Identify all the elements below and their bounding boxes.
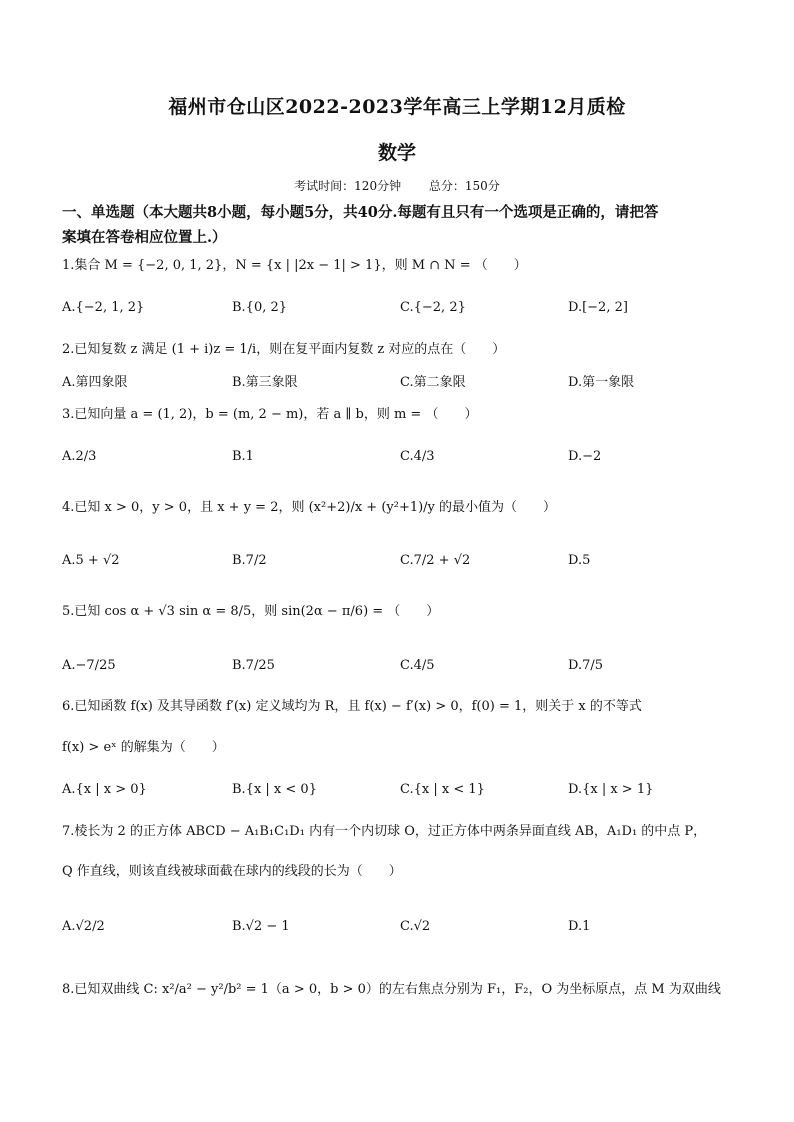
section-heading-line1: 一、单选题（本大题共8小题，每小题5分，共40分.每题有且只有一个选项是正确的，请把答 [62, 204, 659, 221]
subject-title: 数学 [377, 142, 416, 164]
option-b: B.7/2 [232, 553, 267, 568]
option-b: B.1 [232, 449, 254, 464]
question-2-options [62, 372, 742, 402]
question-1: 1.集合 M = {−2, 0, 1, 2}，N = {x | |2x − 1| > 1}，则 M ∩ N = （ ） [62, 258, 527, 273]
option-d: D.−2 [568, 449, 602, 464]
option-d: D.1 [568, 919, 591, 934]
question-5: 5.已知 cos α + √3 sin α = 8/5，则 sin(2α − π/6) = （ ） [62, 604, 440, 619]
option-d: D.{x | x > 1} [568, 782, 654, 797]
option-c: C.{−2, 2} [400, 300, 466, 315]
option-c: C.第二象限 [400, 375, 466, 390]
option-d: D.[−2, 2] [568, 300, 628, 315]
option-a: A.{x | x > 0} [62, 782, 147, 797]
question-2: 2.已知复数 z 满足 (1 + i)z = 1/i，则在复平面内复数 z 对应的点在（ ） [62, 342, 506, 357]
option-a: A.5 + √2 [62, 553, 120, 568]
question-7-line2: Q 作直线，则该直线被球面截在球内的线段的长为（ ） [62, 864, 402, 879]
option-a: A.2/3 [62, 449, 97, 464]
option-b: B.7/25 [232, 658, 275, 673]
question-6-options [62, 779, 742, 809]
option-c: C.7/2 + √2 [400, 553, 471, 568]
question-6-line2: f(x) > eˣ 的解集为（ ） [62, 740, 225, 755]
exam-meta [0, 177, 794, 194]
option-b: B.第三象限 [232, 375, 298, 390]
question-4-options [62, 550, 742, 580]
option-c: C.{x | x < 1} [400, 782, 485, 797]
option-a: A.−7/25 [62, 658, 116, 673]
question-4: 4.已知 x > 0，y > 0，且 x + y = 2，则 (x²+2)/x + (y²+1)/y 的最小值为（ ） [62, 500, 557, 515]
total-score: 总分：150分 [428, 179, 500, 193]
question-8: 8.已知双曲线 C: x²/a² − y²/b² = 1（a > 0，b > 0）的左右焦点分别为 F₁，F₂，O 为坐标原点，点 M 为双曲线 [62, 982, 721, 997]
option-c: C.√2 [400, 919, 431, 934]
option-c: C.4/3 [400, 449, 435, 464]
option-b: B.{0, 2} [232, 300, 288, 315]
option-c: C.4/5 [400, 658, 435, 673]
question-5-options [62, 655, 742, 685]
question-3-options [62, 446, 742, 476]
option-a: A.{−2, 1, 2} [62, 300, 145, 315]
question-7-line1: 7.棱长为 2 的正方体 ABCD − A₁B₁C₁D₁ 内有一个内切球 O，过正方体中两条异面直线 AB，A₁D₁ 的中点 P， [62, 824, 707, 839]
section-heading [62, 200, 742, 250]
option-d: D.第一象限 [568, 375, 635, 390]
question-1-options [62, 297, 742, 327]
exam-time: 考试时间：120分钟 [294, 179, 402, 193]
option-d: D.5 [568, 553, 591, 568]
option-a: A.√2/2 [62, 919, 105, 934]
option-d: D.7/5 [568, 658, 604, 673]
option-a: A.第四象限 [62, 375, 128, 390]
question-7-options [62, 916, 742, 946]
question-3: 3.已知向量 a = (1, 2)，b = (m, 2 − m)，若 a ∥ b，则 m = （ ） [62, 407, 478, 422]
exam-title: 福州市仓山区2022-2023学年高三上学期12月质检 [168, 96, 626, 118]
option-b: B.√2 − 1 [232, 919, 290, 934]
section-heading-line2: 案填在答卷相应位置上.） [62, 229, 227, 246]
question-6-line1: 6.已知函数 f(x) 及其导函数 f′(x) 定义域均为 R，且 f(x) − f′(x) > 0，f(0) = 1，则关于 x 的不等式 [62, 699, 642, 714]
option-b: B.{x | x < 0} [232, 782, 317, 797]
